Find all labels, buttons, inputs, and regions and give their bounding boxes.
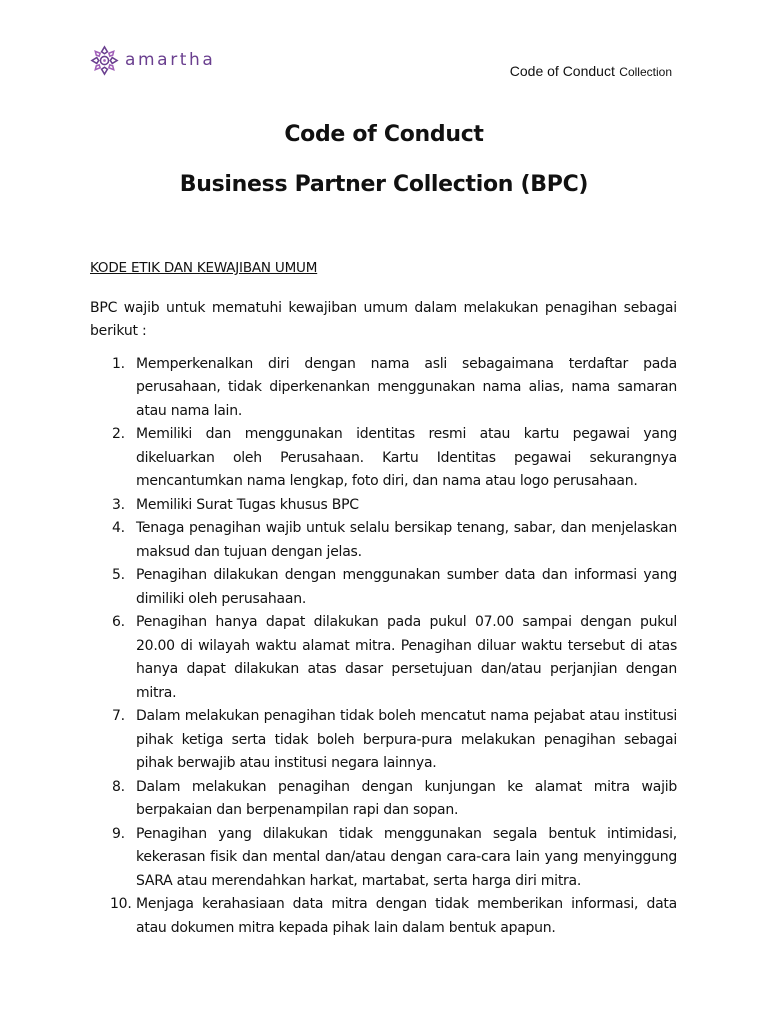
list-item	[90, 517, 677, 564]
section-heading: KODE ETIK DAN KEWAJIBAN UMUM	[90, 260, 318, 276]
list-item	[90, 353, 677, 424]
list-item	[90, 823, 677, 894]
running-header-title: Code of Conduct	[509, 63, 615, 79]
brand-name: amartha	[125, 49, 216, 70]
list-item-number: 9.	[112, 825, 125, 842]
intro-paragraph: BPC wajib untuk mematuhi kewajiban umum dalam melakukan penagihan sebagai berikut :	[90, 299, 677, 339]
list-item	[90, 893, 677, 940]
amartha-logo-icon	[89, 44, 120, 77]
running-header-subtitle: Collection	[619, 65, 672, 79]
list-item-text: Menjaga kerahasiaan data mitra dengan tidak memberikan informasi, data atau dokumen mitra kepada pihak lain dalam bentuk apapun.	[136, 896, 677, 936]
list-item-text: Memiliki dan menggunakan identitas resmi atau kartu pegawai yang dikeluarkan oleh Perusahaan. Kartu Identitas pegawai sekurangnya mencantumkan nama lengkap, foto diri, dan nama atau logo perusahaan.	[136, 426, 677, 489]
list-item-text: Dalam melakukan penagihan dengan kunjungan ke alamat mitra wajib berpakaian dan berpenampilan rapi dan sopan.	[136, 778, 677, 818]
list-item	[90, 705, 677, 776]
list-item-number: 8.	[112, 778, 125, 795]
list-item-number: 5.	[112, 567, 125, 583]
running-header	[510, 63, 672, 81]
list-item-text: Penagihan hanya dapat dilakukan pada pukul 07.00 sampai dengan pukul 20.00 di wilayah waktu alamat mitra. Penagihan diluar waktu tersebut di atas hanya dapat dilakukan atas dasar persetujuan dan/atau perjanjian dengan mitra.	[136, 614, 677, 701]
brand-logo	[89, 44, 215, 77]
list-item	[90, 611, 677, 705]
list-item-text: Penagihan dilakukan dengan menggunakan sumber data dan informasi yang dimiliki oleh perusahaan.	[136, 567, 677, 607]
list-item-number: 4.	[112, 520, 125, 536]
list-item-text: Dalam melakukan penagihan tidak boleh mencatut nama pejabat atau institusi pihak ketiga serta tidak boleh berpura-pura melakukan penagihan sebagai pihak berwajib atau institusi negara lainnya.	[136, 708, 677, 771]
document-subtitle: Business Partner Collection (BPC)	[179, 172, 589, 197]
list-item-number: 6.	[112, 614, 125, 630]
list-item	[90, 423, 677, 494]
list-item-number: 3.	[112, 496, 125, 513]
list-item-text: Memperkenalkan diri dengan nama asli sebagaimana terdaftar pada perusahaan, tidak diperkenankan menggunakan nama alias, nama samaran atau nama lain.	[136, 355, 677, 419]
list-item-number: 2.	[112, 426, 125, 442]
list-item-number: 10.	[110, 896, 132, 912]
obligations-list	[90, 353, 677, 941]
list-item-number: 1.	[112, 355, 125, 372]
list-item	[90, 776, 677, 823]
list-item	[90, 494, 677, 518]
list-item-number: 7.	[112, 708, 125, 724]
list-item-text: Memiliki Surat Tugas khusus BPC	[136, 496, 359, 513]
list-item-text: Tenaga penagihan wajib untuk selalu bersikap tenang, sabar, dan menjelaskan maksud dan tujuan dengan jelas.	[136, 520, 677, 560]
list-item-text: Penagihan yang dilakukan tidak menggunakan segala bentuk intimidasi, kekerasan fisik dan mental dan/atau dengan cara-cara lain yang menyinggung SARA atau merendahkan harkat, martabat, serta harga diri mitra.	[136, 825, 677, 889]
list-item	[90, 564, 677, 611]
document-body	[90, 257, 677, 940]
document-title: Code of Conduct	[284, 122, 484, 147]
